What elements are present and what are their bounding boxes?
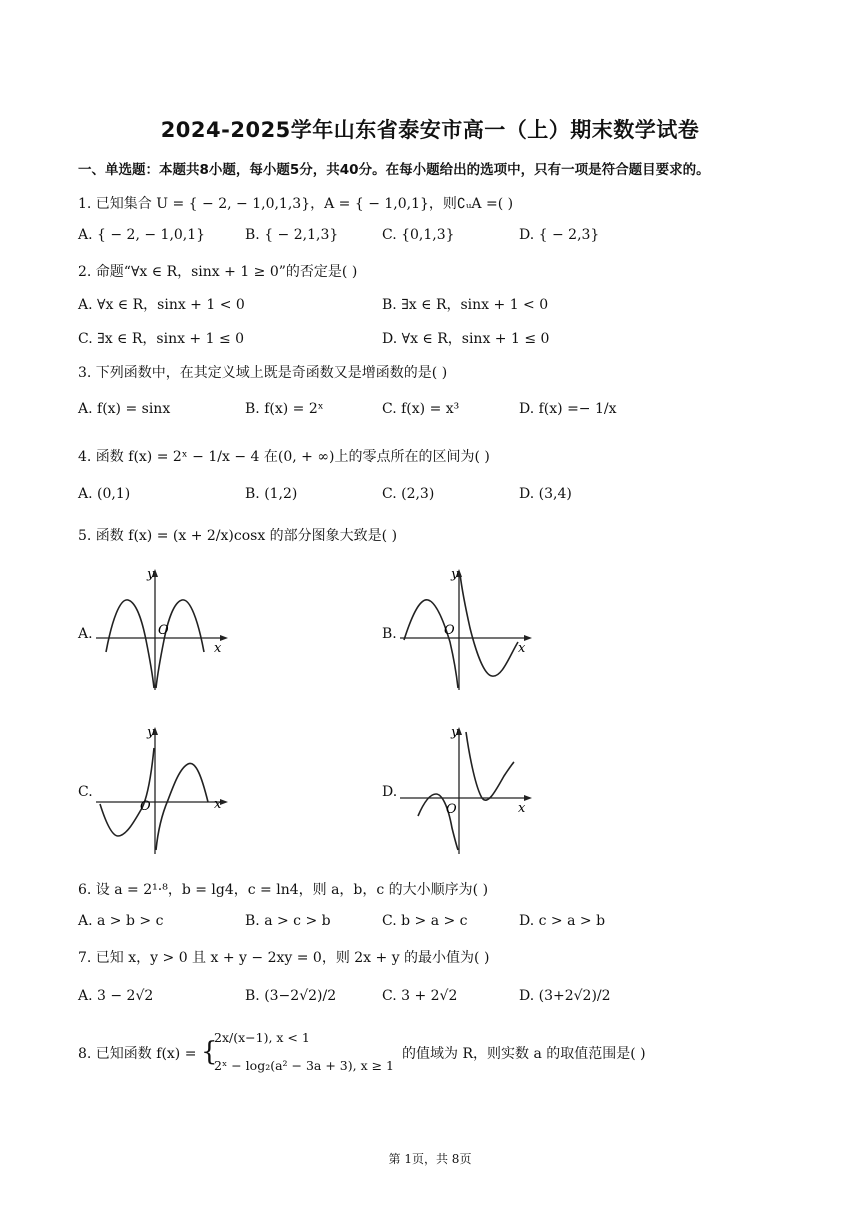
question-7-option-d: D. (3+2√2)/2 [519, 988, 611, 1004]
graph-b [396, 560, 546, 695]
question-7-option-b: B. (3−2√2)/2 [245, 988, 337, 1004]
y-axis-label: y [451, 567, 459, 582]
question-6-option-c: C. b > a > c [382, 913, 468, 929]
x-axis-label: x [518, 641, 526, 656]
question-8-case-2: 2ˣ − log₂(a² − 3a + 3), x ≥ 1 [214, 1058, 394, 1073]
question-7-stem: 7. 已知 x，y > 0 且 x + y − 2xy = 0，则 2x + y 的最小值为( ) [78, 950, 490, 966]
question-8-stem-suffix: 的值域为 R，则实数 a 的取值范围是( ) [402, 1046, 646, 1062]
question-2-option-c: C. ∃x ∈ R，sinx + 1 ≤ 0 [78, 331, 245, 347]
question-2-stem: 2. 命题“∀x ∈ R，sinx + 1 ≥ 0”的否定是( ) [78, 264, 358, 280]
question-5-option-c: C. [78, 784, 93, 800]
page-footer: 第 1页，共 8页 [388, 1152, 472, 1166]
question-1-option-d: D. { − 2,3} [519, 227, 600, 243]
question-6-stem: 6. 设 a = 2¹·⁸，b = lg4，c = ln4，则 a，b，c 的大小顺序为( ) [78, 882, 489, 898]
question-2-option-a: A. ∀x ∈ R，sinx + 1 < 0 [78, 297, 245, 313]
question-1-option-c: C. {0,1,3} [382, 227, 455, 243]
graph-a [92, 560, 242, 695]
graph-c [92, 718, 242, 858]
question-4-option-a: A. (0,1) [78, 486, 131, 502]
x-axis-label: x [214, 641, 222, 656]
question-5-option-b: B. [382, 626, 397, 642]
question-6-option-a: A. a > b > c [78, 913, 164, 929]
question-8-stem-prefix: 8. 已知函数 f(x) = [78, 1046, 197, 1062]
question-5-stem: 5. 函数 f(x) = (x + 2/x)cosx 的部分图象大致是( ) [78, 528, 398, 544]
question-3-stem: 3. 下列函数中，在其定义域上既是奇函数又是增函数的是( ) [78, 365, 448, 381]
question-1-stem: 1. 已知集合 U = { − 2, − 1,0,1,3}，A = { − 1,0,1}，则∁ᵤA =( ) [78, 196, 514, 212]
question-1-option-b: B. { − 2,1,3} [245, 227, 339, 243]
question-2-option-b: B. ∃x ∈ R，sinx + 1 < 0 [382, 297, 549, 313]
question-7-option-a: A. 3 − 2√2 [78, 988, 154, 1004]
section-heading: 一、单选题：本题共8小题，每小题5分，共40分。在每小题给出的选项中，只有一项是符合题目要求的。 [78, 162, 710, 178]
origin-label: O [446, 802, 457, 817]
question-4-option-c: C. (2,3) [382, 486, 435, 502]
question-5-option-a: A. [78, 626, 93, 642]
question-4-stem: 4. 函数 f(x) = 2ˣ − 1/x − 4 在(0, + ∞)上的零点所在的区间为( ) [78, 449, 490, 465]
question-4-option-b: B. (1,2) [245, 486, 298, 502]
question-3-option-d: D. f(x) =− 1/x [519, 401, 617, 417]
question-2-option-d: D. ∀x ∈ R，sinx + 1 ≤ 0 [382, 331, 550, 347]
question-6-option-d: D. c > a > b [519, 913, 606, 929]
question-4-option-d: D. (3,4) [519, 486, 572, 502]
origin-label: O [158, 623, 169, 638]
question-3-option-b: B. f(x) = 2ˣ [245, 401, 324, 417]
y-axis-label: y [147, 725, 155, 740]
y-axis-label: y [451, 725, 459, 740]
question-8-case-1: 2x/(x−1), x < 1 [214, 1030, 310, 1045]
brace: { [201, 1037, 218, 1067]
question-6-option-b: B. a > c > b [245, 913, 331, 929]
x-axis-label: x [518, 801, 526, 816]
page-title: 2024-2025学年山东省泰安市高一（上）期末数学试卷 [160, 118, 700, 142]
x-axis-label: x [214, 797, 222, 812]
question-1-option-a: A. { − 2, − 1,0,1} [78, 227, 206, 243]
graph-d [396, 718, 546, 858]
y-axis-label: y [147, 567, 155, 582]
origin-label: O [444, 623, 455, 638]
question-5-option-d: D. [382, 784, 398, 800]
question-3-option-a: A. f(x) = sinx [78, 401, 171, 417]
origin-label: O [140, 799, 151, 814]
question-3-option-c: C. f(x) = x³ [382, 401, 460, 417]
question-7-option-c: C. 3 + 2√2 [382, 988, 458, 1004]
